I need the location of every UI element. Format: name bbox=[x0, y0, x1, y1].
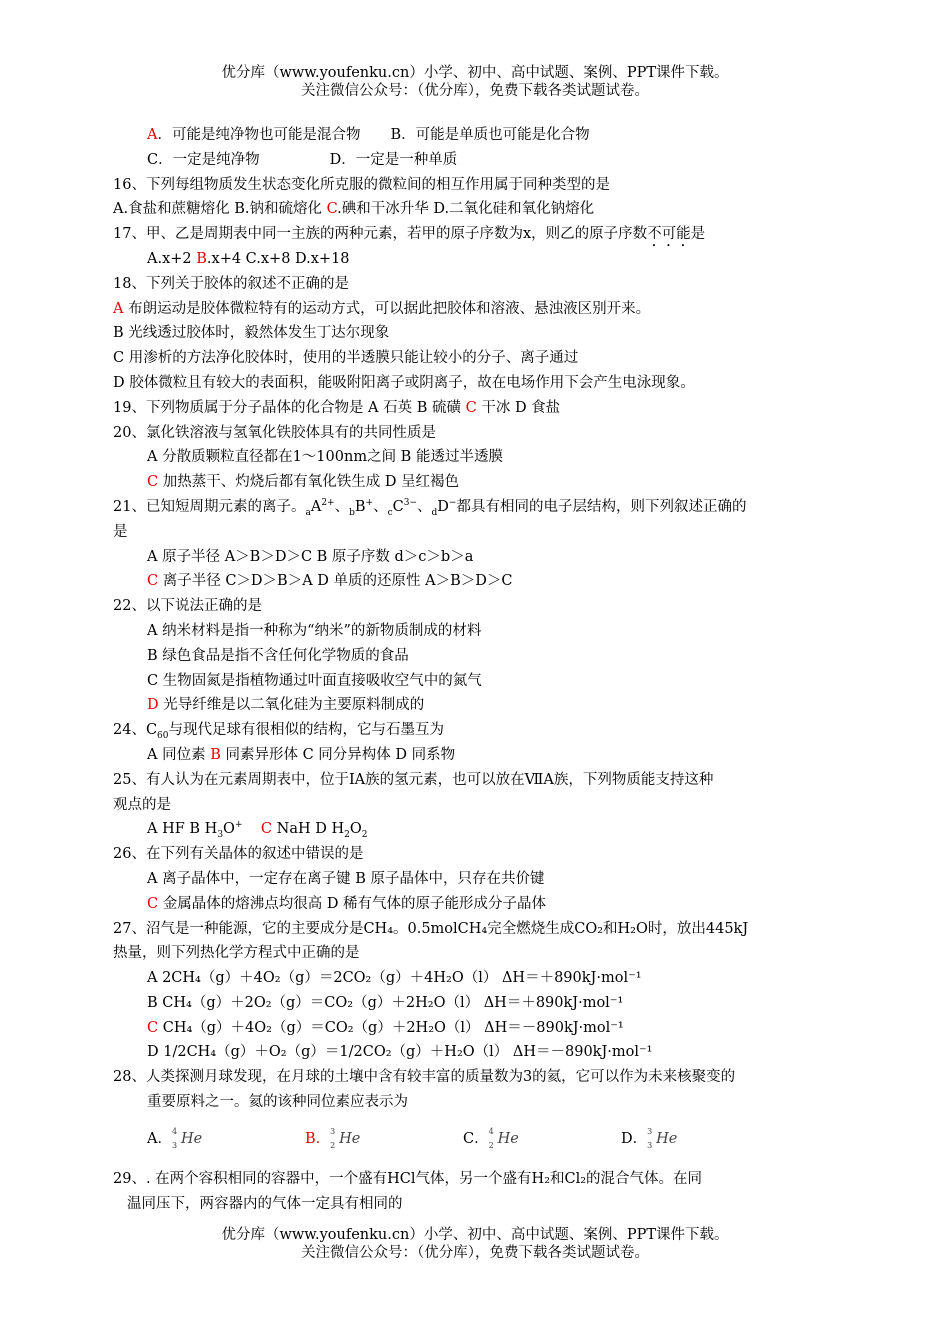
q28-options bbox=[113, 1119, 841, 1159]
q27-option-b: B CH₄（g）＋2O₂（g）＝CO₂（g）＋2H₂O（l） ΔH＝＋890kJ·mol⁻¹ bbox=[147, 994, 624, 1011]
q29-stem-wrap: 温同压下，两容器内的气体一定具有相同的 bbox=[127, 1195, 403, 1212]
answer-mark: C bbox=[147, 895, 159, 912]
q18-option-c: C 用渗析的方法净化胶体时，使用的半透膜只能让较小的分子、离子通过 bbox=[113, 350, 579, 367]
q27-stem-wrap: 热量，则下列热化学方程式中正确的是 bbox=[113, 945, 360, 962]
q28-option-d: D． 3 3 He bbox=[621, 1119, 779, 1159]
nuclide-symbol: 4 2 He bbox=[488, 1126, 519, 1150]
q19-stem: 19、下列物质属于分子晶体的化合物是 A 石英 B 硫磺 C 干冰 D 食盐 bbox=[113, 399, 561, 416]
header-line-2: 关注微信公众号：（优分库），免费下载各类试题试卷。 bbox=[301, 83, 649, 99]
q22-option-b: B 绿色食品是指不含任何化学物质的食品 bbox=[147, 647, 409, 664]
q27-option-a: A 2CH₄（g）＋4O₂（g）＝2CO₂（g）＋4H₂O（l） ΔH＝＋890kJ·mol⁻¹ bbox=[147, 970, 642, 987]
q17-stem: 17、甲、乙是周期表中同一主族的两种元素，若甲的原子序数为x，则乙的原子序数不可能是 bbox=[113, 226, 706, 243]
nuclide-symbol: 4 3 He bbox=[171, 1126, 203, 1150]
q15-options-ab: A．可能是纯净物也可能是混合物 B．可能是单质也可能是化合物 bbox=[147, 127, 590, 143]
answer-mark: C bbox=[147, 573, 159, 590]
page-footer bbox=[0, 1226, 950, 1262]
nuclide-symbol: 3 2 He bbox=[330, 1126, 361, 1150]
q21-stem-wrap: 是 bbox=[113, 523, 128, 540]
q28-option-b bbox=[305, 1119, 463, 1159]
q22-stem: 22、以下说法正确的是 bbox=[113, 598, 262, 615]
q22-option-c: C 生物固氮是指植物通过叶面直接吸收空气中的氮气 bbox=[147, 672, 482, 689]
answer-mark: A bbox=[147, 127, 158, 143]
q28-stem-wrap: 重要原料之一。氦的该种同位素应表示为 bbox=[147, 1094, 408, 1111]
header-line-1: 优分库（www.youfenku.cn）小学、初中、高中试题、案例、PPT课件下载。 bbox=[221, 65, 729, 81]
answer-mark: B bbox=[210, 746, 221, 763]
emphasis-text: 不可能 bbox=[647, 226, 691, 243]
q17-options: A.x+2 B.x+4 C.x+8 D.x+18 bbox=[147, 250, 350, 267]
answer-mark: D bbox=[147, 697, 159, 714]
answer-mark: C bbox=[326, 201, 338, 218]
q28-option-c: C． 4 2 He bbox=[463, 1119, 621, 1159]
q18-stem: 18、下列关于胶体的叙述不正确的是 bbox=[113, 275, 349, 292]
q25-stem-wrap: 观点的是 bbox=[113, 796, 171, 813]
q20-options-cd: C 加热蒸干、灼烧后都有氧化铁生成 D 呈红褐色 bbox=[147, 474, 460, 491]
q21-options-ab: A 原子半径 A＞B＞D＞C B 原子序数 d＞c＞b＞a bbox=[147, 548, 474, 565]
q18-option-a: A 布朗运动是胶体微粒特有的运动方式，可以据此把胶体和溶液、悬浊液区别开来。 bbox=[113, 300, 651, 317]
answer-mark: B． bbox=[305, 1130, 331, 1147]
q22-option-d: D 光导纤维是以二氧化硅为主要原料制成的 bbox=[147, 697, 425, 714]
q24-options: A 同位素 B 同素异形体 C 同分异构体 D 同系物 bbox=[147, 746, 456, 763]
q20-stem: 20、氯化铁溶液与氢氧化铁胶体具有的共同性质是 bbox=[113, 424, 436, 441]
q15-options-cd: C．一定是纯净物 D．一定是一种单质 bbox=[147, 151, 458, 168]
q21-stem: 21、已知短周期元素的离子。$_aA^{2+}$、$_b$B+、$_cC^{3-}$、$_d$D−都具有相同的电子层结构，则下列叙述正确的 bbox=[113, 498, 747, 518]
q26-options-ab: A 离子晶体中，一定存在离子键 B 原子晶体中，只存在共价键 bbox=[147, 870, 545, 887]
q20-options-ab: A 分散质颗粒直径都在1～100nm之间 B 能透过半透膜 bbox=[147, 449, 503, 466]
question-list bbox=[113, 123, 841, 1216]
q21-options-cd: C 离子半径 C＞D＞B＞A D 单质的还原性 A＞B＞D＞C bbox=[147, 573, 513, 590]
q22-option-a: A 纳米材料是指一种称为“纳米”的新物质制成的材料 bbox=[147, 622, 482, 639]
q26-options-cd: C 金属晶体的熔沸点均很高 D 稀有气体的原子能形成分子晶体 bbox=[147, 895, 547, 912]
page-header bbox=[0, 64, 950, 100]
answer-mark: C bbox=[465, 399, 477, 416]
q24-stem: 24、$C_{60}$与现代足球有很相似的结构，它与石墨互为 bbox=[113, 722, 444, 742]
q29-stem: 29、. 在两个容积相同的容器中，一个盛有HCl气体，另一个盛有H₂和Cl₂的混合气体。在同 bbox=[113, 1170, 703, 1187]
answer-mark: C bbox=[147, 474, 159, 491]
q27-stem: 27、沼气是一种能源，它的主要成分是CH₄。0.5molCH₄完全燃烧生成CO₂和H₂O时，放出445kJ bbox=[113, 920, 749, 937]
answer-mark: C bbox=[260, 821, 273, 838]
q18-option-d: D 胶体微粒且有较大的表面积，能吸附阳离子或阴离子，故在电场作用下会产生电泳现象。 bbox=[113, 374, 695, 391]
nuclide-symbol: 3 3 He bbox=[647, 1126, 678, 1150]
q27-option-c: C CH₄（g）＋4O₂（g）＝CO₂（g）＋2H₂O（l） ΔH＝－890kJ·mol⁻¹ bbox=[147, 1019, 624, 1036]
q25-stem: 25、有人认为在元素周期表中，位于ⅠA族的氢元素，也可以放在ⅦA族，下列物质能支持这种 bbox=[113, 771, 714, 788]
footer-line-2: 关注微信公众号：（优分库），免费下载各类试题试卷。 bbox=[301, 1245, 649, 1261]
answer-mark: C bbox=[147, 1019, 159, 1036]
footer-line-1: 优分库（www.youfenku.cn）小学、初中、高中试题、案例、PPT课件下载。 bbox=[221, 1227, 729, 1243]
q26-stem: 26、在下列有关晶体的叙述中错误的是 bbox=[113, 846, 364, 863]
answer-mark: B bbox=[196, 250, 207, 267]
q16-stem: 16、下列每组物质发生状态变化所克服的微粒间的相互作用属于同种类型的是 bbox=[113, 176, 610, 193]
q25-options: A HF B $H_3O^+$ C NaH D $H_2O_2$ bbox=[147, 820, 368, 841]
q28-stem: 28、人类探测月球发现，在月球的土壤中含有较丰富的质量数为3的氦，它可以作为未来核聚变的 bbox=[113, 1069, 736, 1086]
q16-options: A.食盐和蔗糖熔化 B.钠和硫熔化 C.碘和干冰升华 D.二氧化硅和氧化钠熔化 bbox=[113, 201, 595, 218]
q27-option-d: D 1/2CH₄（g）＋O₂（g）＝1/2CO₂（g）＋H₂O（l） ΔH＝－890kJ·mol⁻¹ bbox=[147, 1044, 653, 1061]
q18-option-b: B 光线透过胶体时，毅然体发生丁达尔现象 bbox=[113, 325, 390, 342]
answer-mark: A bbox=[113, 300, 124, 317]
q28-option-a: A． 4 3 He bbox=[147, 1119, 305, 1159]
